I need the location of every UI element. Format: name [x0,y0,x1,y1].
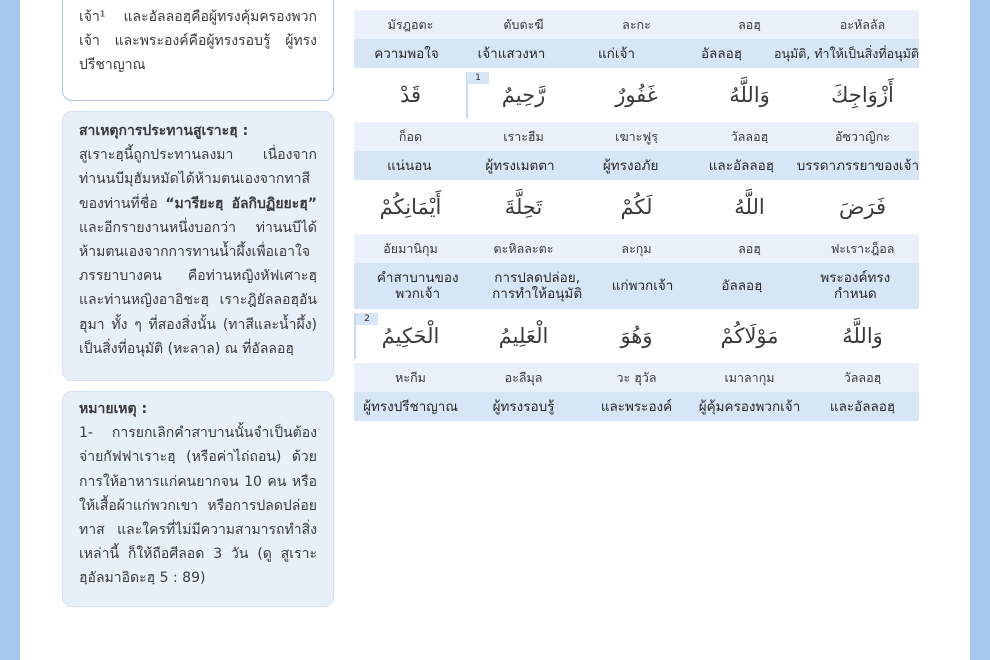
translit-cell: อะลีมุล [504,369,543,385]
translit-cell: อัซวาญิกะ [835,128,890,144]
meaning-cell: ผู้ทรงรอบรู้ [492,398,555,415]
translit-cell: เมาลากุม [724,369,775,385]
translit-cell: ก็อด [398,128,423,144]
transliteration-row [354,363,919,392]
note-text: 1- การยกเลิกคำสาบานนั้นจำเป็นต้องจ่ายกัฟฟาเราะฮฺ (หรือค่าไถ่ถอน) ด้วยการให้อาหารแก่คนยากจน 10 คน หรือให้เสื้อผ้าแก่พวกเขา หรือการปลดปล่อยทาส และใครที่ไม่มีความสามารถทำสิ่งเหล่านี้ ก็ให้ถือศีลอด 3 วัน (ดู สูเราะฮฺอัลมาอิดะฮฺ 5 : 89) [79,425,317,587]
meaning-cell: ผู้คุ้มครองพวกเจ้า [698,398,801,415]
verse-number: 1 [467,72,489,84]
meaning-cell: คำสาบานของพวกเจ้า [376,270,459,302]
meaning-row [354,151,919,180]
arabic-word: الْحَكِيمُ [381,324,440,348]
transliteration-row [354,122,919,151]
meaning-cell: แน่นอน [387,157,432,174]
translit-cell: เฆาะฟูรฺ [615,128,658,144]
meaning-cell: การปลดปล่อย, การทำให้อนุมัติ [492,270,583,302]
arabic-row [354,68,919,122]
meaning-cell: พระองค์ทรงกำหนด [820,270,891,302]
translit-cell: ตับตะฆี [503,16,544,32]
translit-cell: วัลลอฮฺ [843,369,882,385]
verse-number: 2 [356,313,378,325]
meaning-cell: ผู้ทรงปรีชาญาณ [363,398,458,415]
revelation-cause-text: สูเราะฮฺนี้ถูกประทานลงมา เนื่องจากท่านนบีมุฮัมหมัดได้ห้ามตนเองจากทาสีของท่านที่ชื่อ “มารียะฮฺ อัลกิบฏิยยะฮฺ” และอีกรายงานหนึ่งบอกว่า ท่านนบีได้ห้ามตนเองจากการทานน้ำผึ้งเพื่อเอาใจภรรยาบางคน คือท่านหญิงหัฟเศาะฮฺและท่านหญิงอาอิชะฮฺ เราะฎิยัลลอฮฺอันฮุมา ทั้ง ๆ ที่สองสิ่งนั้น (ทาสีและน้ำผึ้ง) เป็นสิ่งที่อนุมัติ (หะลาล) ณ ที่อัลลอฮฺ [79,147,317,357]
meaning-cell: ความพอใจ [374,45,439,62]
translit-cell: ละกุม [621,240,652,256]
arabic-word: قَدْ [399,83,422,107]
meaning-row [354,263,919,309]
meaning-cell: อัลลอฮฺ [700,45,742,62]
transliteration-row [354,10,919,39]
translit-cell: ลอฮฺ [738,240,761,256]
meaning-cell: บรรดาภรรยาของเจ้า [796,157,920,174]
meaning-row [354,392,919,421]
note-title: หมายเหตุ : [79,401,148,417]
translit-cell: วะ ฮุวัล [616,369,657,385]
highlighted-name: “มารียะฮฺ อัลกิบฏิยยะฮฺ” [165,195,317,212]
transliteration-row [354,234,919,263]
arabic-word: وَاللَّهُ [842,324,883,348]
arabic-word: الْعَلِيمُ [498,324,549,348]
translit-cell: ลอฮฺ [738,16,761,32]
arabic-word: وَاللَّهُ [729,83,770,107]
meaning-row [354,39,919,68]
translit-cell: ละกะ [622,16,651,32]
meaning-cell: และพระองค์ [600,398,673,415]
arabic-word: أَيْمَانِكُمْ [379,195,442,219]
arabic-word: أَزْوَاجِكَ [831,83,894,107]
arabic-word: مَوْلَاكُمْ [720,324,779,348]
translit-cell: เราะฮีม [503,128,544,144]
translit-cell: อะหัลลัล [839,16,886,32]
arabic-word: وَهُوَ [620,324,653,348]
meaning-cell: ผู้ทรงอภัย [602,157,659,174]
arabic-word: رَّحِيمٌ [501,83,546,107]
page [20,0,970,660]
word-by-word-table [354,10,919,421]
revelation-cause-title: สาเหตุการประทานสูเราะฮฺ : [79,123,249,139]
meaning-cell: ผู้ทรงเมตตา [485,157,555,174]
intro-box [62,0,334,101]
meaning-cell: แก่เจ้า [597,45,635,62]
arabic-row [354,180,919,234]
translit-cell: อัยมานิกุม [383,240,438,256]
intro-text: เจ้า¹ และอัลลอฮฺคือผู้ทรงคุ้มครองพวกเจ้า และพระองค์คือผู้ทรงรอบรู้ ผู้ทรงปรีชาญาณ [79,9,317,74]
meaning-cell: อัลลอฮฺ [721,278,763,294]
arabic-word: فَرَضَ [838,195,886,219]
revelation-cause-box [62,111,334,381]
translit-cell: หะกีม [395,369,426,385]
arabic-word: اللَّهُ [734,195,765,219]
meaning-cell: เจ้าแสวงหา [477,45,546,62]
note-box [62,391,334,607]
arabic-word: لَكُمْ [620,195,653,219]
translit-cell: มัรฎอตะ [387,16,434,32]
arabic-word: تَحِلَّةَ [504,195,543,219]
translit-cell: วัลลอฮฺ [730,128,769,144]
meaning-cell: อนุมัติ, ทำให้เป็นสิ่งที่อนุมัติ [773,45,920,61]
meaning-cell: และอัลลอฮฺ [708,157,774,174]
arabic-word: غَفُورٌ [615,83,658,107]
meaning-cell: และอัลลอฮฺ [829,398,896,415]
meaning-cell: แก่พวกเจ้า [611,278,674,294]
translit-cell: ตะหิลละตะ [493,240,554,256]
translit-cell: ฟะเราะฎ็อล [830,240,895,256]
arabic-row [354,309,919,363]
